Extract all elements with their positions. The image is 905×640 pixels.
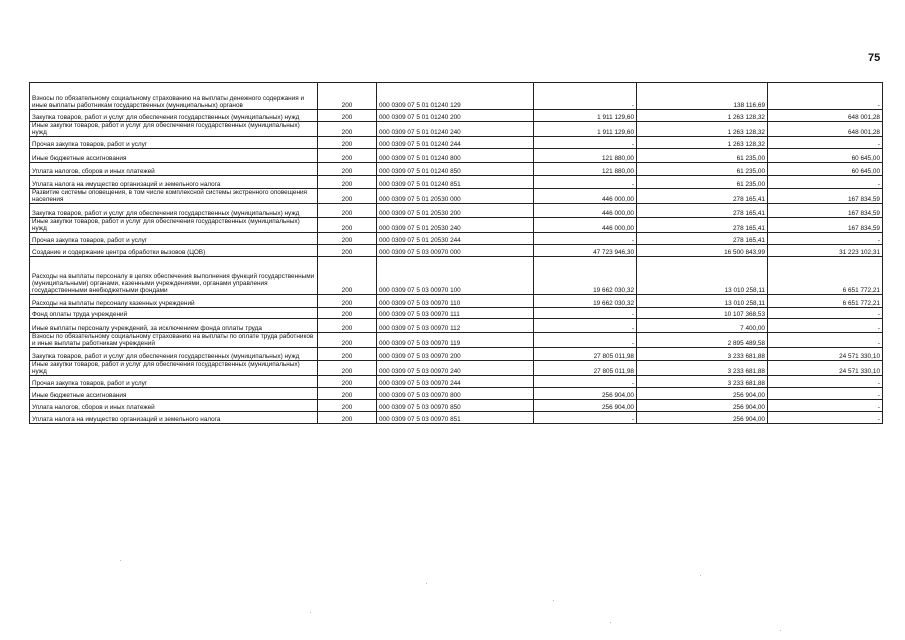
row-kbk: 000 0309 07 5 03 00970 111 bbox=[377, 308, 534, 319]
row-executed: 1 263 128,32 bbox=[637, 137, 768, 149]
row-code: 200 bbox=[318, 110, 377, 122]
row-kbk: 000 0309 07 5 01 01240 850 bbox=[377, 163, 534, 176]
row-approved: - bbox=[534, 376, 637, 388]
row-code: 200 bbox=[318, 189, 377, 204]
row-executed: 16 500 843,99 bbox=[637, 245, 768, 257]
row-code: 200 bbox=[318, 233, 377, 245]
row-kbk: 000 0309 07 5 01 20530 244 bbox=[377, 233, 534, 245]
row-code: 200 bbox=[318, 412, 377, 424]
row-unexecuted: 6 651 772,21 bbox=[768, 295, 883, 308]
row-approved: - bbox=[534, 319, 637, 333]
row-executed: 278 165,41 bbox=[637, 204, 768, 218]
row-name: Закупка товаров, работ и услуг для обеспечения государственных (муниципальных) нужд bbox=[30, 204, 318, 218]
row-name: Развитие системы оповещения, в том числе комплексной системы экстренного оповещения населения bbox=[30, 189, 318, 204]
row-unexecuted: - bbox=[768, 333, 883, 348]
row-unexecuted: 6 651 772,21 bbox=[768, 257, 883, 295]
row-approved: 27 805 011,98 bbox=[534, 348, 637, 361]
row-approved: - bbox=[534, 308, 637, 319]
row-executed: 1 263 128,32 bbox=[637, 110, 768, 122]
row-name: Уплата налога на имущество организаций и земельного налога bbox=[30, 412, 318, 424]
row-name: Иные бюджетные ассигнования bbox=[30, 388, 318, 400]
table-row bbox=[30, 295, 883, 308]
table-row bbox=[30, 176, 883, 189]
row-unexecuted: 167 834,59 bbox=[768, 189, 883, 204]
table-row bbox=[30, 376, 883, 388]
table-row bbox=[30, 189, 883, 204]
row-name: Расходы на выплаты персоналу казенных учреждений bbox=[30, 295, 318, 308]
row-executed: 3 233 681,88 bbox=[637, 376, 768, 388]
row-code: 200 bbox=[318, 257, 377, 295]
table-row bbox=[30, 412, 883, 424]
row-name: Закупка товаров, работ и услуг для обеспечения государственных (муниципальных) нужд bbox=[30, 110, 318, 122]
row-executed: 256 904,00 bbox=[637, 388, 768, 400]
row-approved: 256 904,00 bbox=[534, 400, 637, 412]
table-row bbox=[30, 163, 883, 176]
table-row bbox=[30, 137, 883, 149]
row-unexecuted: 648 001,28 bbox=[768, 122, 883, 137]
row-name: Иные закупки товаров, работ и услуг для обеспечения государственных (муниципальных) нужд bbox=[30, 122, 318, 137]
row-approved: 1 911 129,60 bbox=[534, 110, 637, 122]
table-row bbox=[30, 204, 883, 218]
row-name: Взносы по обязательному социальному страхованию на выплаты по оплате труда работников и иные выплаты работникам учреждений bbox=[30, 333, 318, 348]
row-kbk: 000 0309 07 5 03 00970 200 bbox=[377, 348, 534, 361]
row-kbk: 000 0309 07 5 03 00970 850 bbox=[377, 400, 534, 412]
row-executed: 278 165,41 bbox=[637, 233, 768, 245]
row-approved: 47 723 946,30 bbox=[534, 245, 637, 257]
row-code: 200 bbox=[318, 83, 377, 110]
row-unexecuted: 60 645,00 bbox=[768, 163, 883, 176]
row-approved: - bbox=[534, 412, 637, 424]
row-code: 200 bbox=[318, 333, 377, 348]
row-unexecuted: 24 571 330,10 bbox=[768, 348, 883, 361]
row-kbk: 000 0309 07 5 03 00970 119 bbox=[377, 333, 534, 348]
row-unexecuted: - bbox=[768, 233, 883, 245]
row-name: Прочая закупка товаров, работ и услуг bbox=[30, 233, 318, 245]
page-number: 75 bbox=[868, 52, 881, 64]
row-kbk: 000 0309 07 5 01 20530 240 bbox=[377, 218, 534, 233]
row-code: 200 bbox=[318, 149, 377, 163]
row-name: Уплата налогов, сборов и иных платежей bbox=[30, 163, 318, 176]
row-kbk: 000 0309 07 5 01 01240 244 bbox=[377, 137, 534, 149]
row-kbk: 000 0309 07 5 03 00970 110 bbox=[377, 295, 534, 308]
row-name: Иные закупки товаров, работ и услуг для обеспечения государственных (муниципальных) нужд bbox=[30, 218, 318, 233]
row-approved: 121 880,00 bbox=[534, 149, 637, 163]
row-executed: 13 010 258,11 bbox=[637, 257, 768, 295]
table-row bbox=[30, 319, 883, 333]
row-unexecuted: 648 001,28 bbox=[768, 110, 883, 122]
row-kbk: 000 0309 07 5 01 20530 000 bbox=[377, 189, 534, 204]
row-code: 200 bbox=[318, 308, 377, 319]
row-unexecuted: 24 571 330,10 bbox=[768, 361, 883, 376]
row-executed: 7 400,00 bbox=[637, 319, 768, 333]
row-approved: 446 000,00 bbox=[534, 189, 637, 204]
row-approved: - bbox=[534, 176, 637, 189]
row-kbk: 000 0309 07 5 01 01240 851 bbox=[377, 176, 534, 189]
row-approved: 446 000,00 bbox=[534, 218, 637, 233]
row-name: Закупка товаров, работ и услуг для обеспечения государственных (муниципальных) нужд bbox=[30, 348, 318, 361]
row-unexecuted: - bbox=[768, 319, 883, 333]
row-kbk: 000 0309 07 5 03 00970 851 bbox=[377, 412, 534, 424]
row-executed: 1 263 128,32 bbox=[637, 122, 768, 137]
row-name: Иные выплаты персоналу учреждений, за исключением фонда оплаты труда bbox=[30, 319, 318, 333]
row-approved: 446 000,00 bbox=[534, 204, 637, 218]
table-row bbox=[30, 308, 883, 319]
row-code: 200 bbox=[318, 388, 377, 400]
table-row bbox=[30, 388, 883, 400]
table-body bbox=[30, 83, 883, 424]
table-row bbox=[30, 149, 883, 163]
row-unexecuted: 167 834,59 bbox=[768, 218, 883, 233]
row-executed: 3 233 681,88 bbox=[637, 348, 768, 361]
row-kbk: 000 0309 07 5 03 00970 240 bbox=[377, 361, 534, 376]
row-kbk: 000 0309 07 5 03 00970 800 bbox=[377, 388, 534, 400]
row-unexecuted: - bbox=[768, 83, 883, 110]
row-executed: 10 107 368,53 bbox=[637, 308, 768, 319]
row-name: Взносы по обязательному социальному страхованию на выплаты денежного содержания и иные выплаты работникам государственных (муниципальных) органов bbox=[30, 83, 318, 110]
row-approved: 121 880,00 bbox=[534, 163, 637, 176]
row-unexecuted: 31 223 102,31 bbox=[768, 245, 883, 257]
row-unexecuted: - bbox=[768, 388, 883, 400]
row-approved: - bbox=[534, 83, 637, 110]
row-unexecuted: - bbox=[768, 376, 883, 388]
row-unexecuted: - bbox=[768, 308, 883, 319]
row-code: 200 bbox=[318, 376, 377, 388]
row-code: 200 bbox=[318, 163, 377, 176]
row-unexecuted: - bbox=[768, 412, 883, 424]
row-name: Иные закупки товаров, работ и услуг для обеспечения государственных (муниципальных) нужд bbox=[30, 361, 318, 376]
row-name: Уплата налогов, сборов и иных платежей bbox=[30, 400, 318, 412]
row-unexecuted: 60 645,00 bbox=[768, 149, 883, 163]
row-name: Расходы на выплаты персоналу в целях обеспечения выполнения функций государственными (муниципальными) органами, казенными учреждениями, органами управления государственными внебюджетными фондами bbox=[30, 257, 318, 295]
row-approved: - bbox=[534, 333, 637, 348]
row-unexecuted: - bbox=[768, 400, 883, 412]
table-row bbox=[30, 110, 883, 122]
table-row bbox=[30, 233, 883, 245]
row-code: 200 bbox=[318, 137, 377, 149]
row-approved: 19 662 030,32 bbox=[534, 295, 637, 308]
row-approved: - bbox=[534, 137, 637, 149]
row-executed: 278 165,41 bbox=[637, 189, 768, 204]
row-kbk: 000 0309 07 5 01 01240 800 bbox=[377, 149, 534, 163]
table-row bbox=[30, 361, 883, 376]
row-code: 200 bbox=[318, 245, 377, 257]
row-executed: 138 116,69 bbox=[637, 83, 768, 110]
row-name: Прочая закупка товаров, работ и услуг bbox=[30, 137, 318, 149]
table-row bbox=[30, 333, 883, 348]
row-kbk: 000 0309 07 5 03 00970 112 bbox=[377, 319, 534, 333]
row-approved: 256 904,00 bbox=[534, 388, 637, 400]
row-code: 200 bbox=[318, 122, 377, 137]
row-code: 200 bbox=[318, 400, 377, 412]
row-executed: 278 165,41 bbox=[637, 218, 768, 233]
budget-execution-table bbox=[29, 82, 883, 424]
row-code: 200 bbox=[318, 176, 377, 189]
table-row bbox=[30, 218, 883, 233]
row-executed: 13 010 258,11 bbox=[637, 295, 768, 308]
table-row bbox=[30, 257, 883, 295]
row-code: 200 bbox=[318, 361, 377, 376]
row-code: 200 bbox=[318, 319, 377, 333]
row-code: 200 bbox=[318, 204, 377, 218]
row-executed: 61 235,00 bbox=[637, 176, 768, 189]
row-approved: 19 662 030,32 bbox=[534, 257, 637, 295]
table-row bbox=[30, 83, 883, 110]
table-row bbox=[30, 348, 883, 361]
row-code: 200 bbox=[318, 295, 377, 308]
row-kbk: 000 0309 07 5 01 20530 200 bbox=[377, 204, 534, 218]
row-kbk: 000 0309 07 5 03 00970 000 bbox=[377, 245, 534, 257]
row-name: Прочая закупка товаров, работ и услуг bbox=[30, 376, 318, 388]
row-kbk: 000 0309 07 5 03 00970 244 bbox=[377, 376, 534, 388]
row-executed: 256 904,00 bbox=[637, 412, 768, 424]
row-executed: 256 904,00 bbox=[637, 400, 768, 412]
row-kbk: 000 0309 07 5 01 01240 200 bbox=[377, 110, 534, 122]
row-name: Иные бюджетные ассигнования bbox=[30, 149, 318, 163]
row-name: Уплата налога на имущество организаций и земельного налога bbox=[30, 176, 318, 189]
table-row bbox=[30, 245, 883, 257]
row-unexecuted: - bbox=[768, 137, 883, 149]
row-kbk: 000 0309 07 5 01 01240 240 bbox=[377, 122, 534, 137]
row-executed: 61 235,00 bbox=[637, 149, 768, 163]
row-kbk: 000 0309 07 5 01 01240 129 bbox=[377, 83, 534, 110]
row-name: Фонд оплаты труда учреждений bbox=[30, 308, 318, 319]
row-approved: 27 805 011,98 bbox=[534, 361, 637, 376]
row-kbk: 000 0309 07 5 03 00970 100 bbox=[377, 257, 534, 295]
row-unexecuted: 167 834,59 bbox=[768, 204, 883, 218]
row-approved: - bbox=[534, 233, 637, 245]
table-row bbox=[30, 122, 883, 137]
table-row bbox=[30, 400, 883, 412]
row-name: Создание и содержание центра обработки вызовов (ЦОВ) bbox=[30, 245, 318, 257]
row-executed: 61 235,00 bbox=[637, 163, 768, 176]
row-executed: 3 233 681,88 bbox=[637, 361, 768, 376]
row-code: 200 bbox=[318, 218, 377, 233]
row-code: 200 bbox=[318, 348, 377, 361]
row-executed: 2 895 489,58 bbox=[637, 333, 768, 348]
row-unexecuted: - bbox=[768, 176, 883, 189]
row-approved: 1 911 129,60 bbox=[534, 122, 637, 137]
